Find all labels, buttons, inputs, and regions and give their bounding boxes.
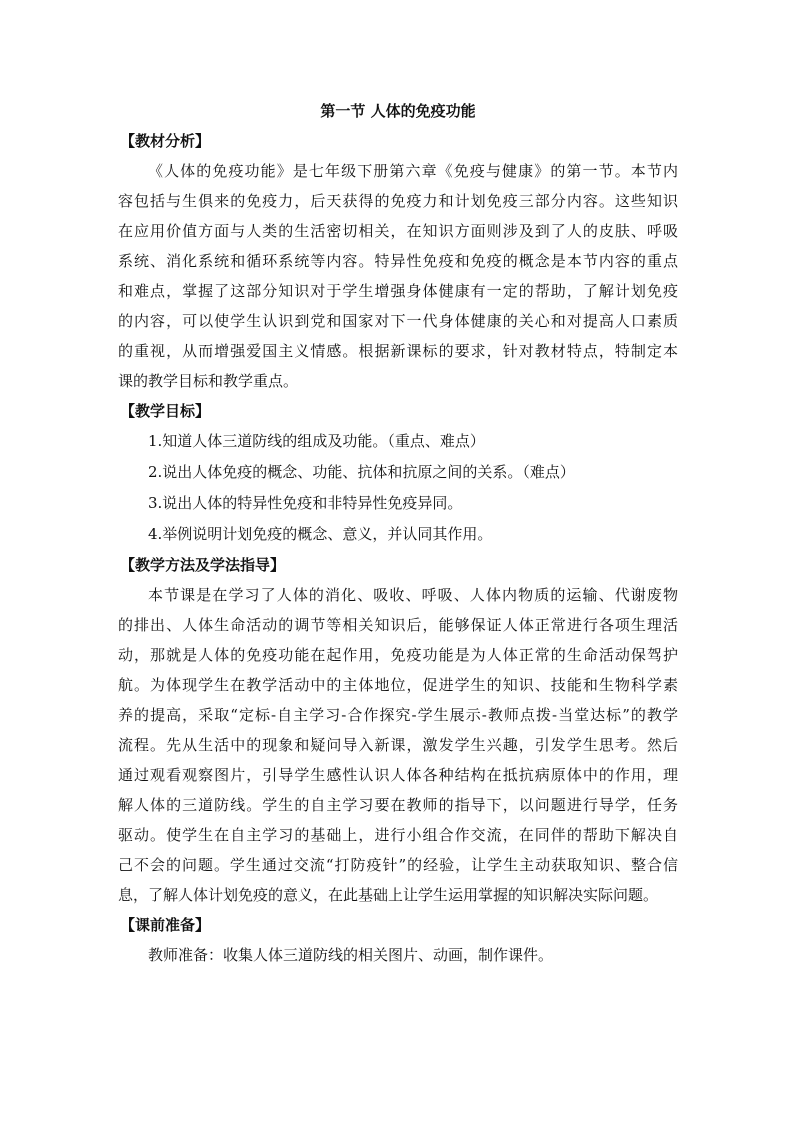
section-heading-prep: 【课前准备】 — [120, 916, 211, 934]
text-line: 航。为体现学生在教学活动中的主体地位，促进学生的知识、技能和生物科学素 — [118, 676, 678, 694]
list-item: 2.说出人体免疫的概念、功能、抗体和抗原之间的关系。（难点） — [148, 463, 575, 481]
text-line: 课的教学目标和教学重点。 — [118, 372, 299, 390]
text-line: 驱动。使学生在自主学习的基础上，进行小组合作交流，在同伴的帮助下解决自 — [118, 826, 678, 844]
paragraph-analysis — [118, 156, 678, 396]
text-line: 解人体的三道防线。学生的自主学习要在教师的指导下，以问题进行导学，任务 — [118, 796, 678, 814]
paragraph-prep — [118, 940, 678, 970]
text-line: 的排出、人体生命活动的调节等相关知识后，能够保证人体正常进行各项生理活 — [118, 616, 678, 634]
text-line: 教师准备：收集人体三道防线的相关图片、动画，制作课件。 — [148, 946, 554, 964]
text-line: 养的提高，采取“定标-自主学习-合作探究-学生展示-教师点拨-当堂达标”的教学 — [118, 706, 678, 724]
section-heading-analysis: 【教材分析】 — [120, 132, 211, 150]
list-item: 4.举例说明计划免疫的概念、意义，并认同其作用。 — [148, 525, 493, 543]
document-title: 第一节 人体的免疫功能 — [320, 102, 476, 120]
text-line: 己不会的问题。学生通过交流“打防疫针”的经验，让学生主动获取知识、整合信 — [118, 856, 678, 874]
text-line: 息，了解人体计划免疫的意义，在此基础上让学生运用掌握的知识解决实际问题。 — [118, 886, 659, 904]
document-page — [118, 96, 678, 970]
text-line: 《人体的免疫功能》是七年级下册第六章《免疫与健康》的第一节。本节内 — [148, 162, 678, 180]
text-line: 本节课是在学习了人体的消化、吸收、呼吸、人体内物质的运输、代谢废物 — [148, 586, 678, 604]
section-heading-goals: 【教学目标】 — [120, 402, 211, 420]
text-line: 的重视，从而增强爱国主义情感。根据新课标的要求，针对教材特点，特制定本 — [118, 342, 678, 360]
text-line: 通过观看观察图片，引导学生感性认识人体各种结构在抵抗病原体中的作用，理 — [118, 766, 678, 784]
text-line: 动，那就是人体的免疫功能在起作用，免疫功能是为人体正常的生命活动保驾护 — [118, 646, 678, 664]
text-line: 流程。先从生活中的现象和疑问导入新课，激发学生兴趣，引发学生思考。然后 — [118, 736, 678, 754]
list-item: 3.说出人体的特异性免疫和非特异性免疫异同。 — [148, 494, 463, 512]
goals-list — [118, 426, 678, 550]
text-line: 的内容，可以使学生认识到党和国家对下一代身体健康的关心和对提高人口素质 — [118, 312, 678, 330]
paragraph-methods — [118, 580, 678, 910]
text-line: 在应用价值方面与人类的生活密切相关，在知识方面则涉及到了人的皮肤、呼吸 — [118, 222, 678, 240]
section-heading-methods: 【教学方法及学法指导】 — [120, 556, 286, 574]
text-line: 和难点，掌握了这部分知识对于学生增强身体健康有一定的帮助，了解计划免疫 — [118, 282, 678, 300]
text-line: 系统、消化系统和循环系统等内容。特异性免疫和免疫的概念是本节内容的重点 — [118, 252, 678, 270]
text-line: 容包括与生俱来的免疫力，后天获得的免疫力和计划免疫三部分内容。这些知识 — [118, 192, 678, 210]
list-item: 1.知道人体三道防线的组成及功能。（重点、难点） — [148, 432, 485, 450]
